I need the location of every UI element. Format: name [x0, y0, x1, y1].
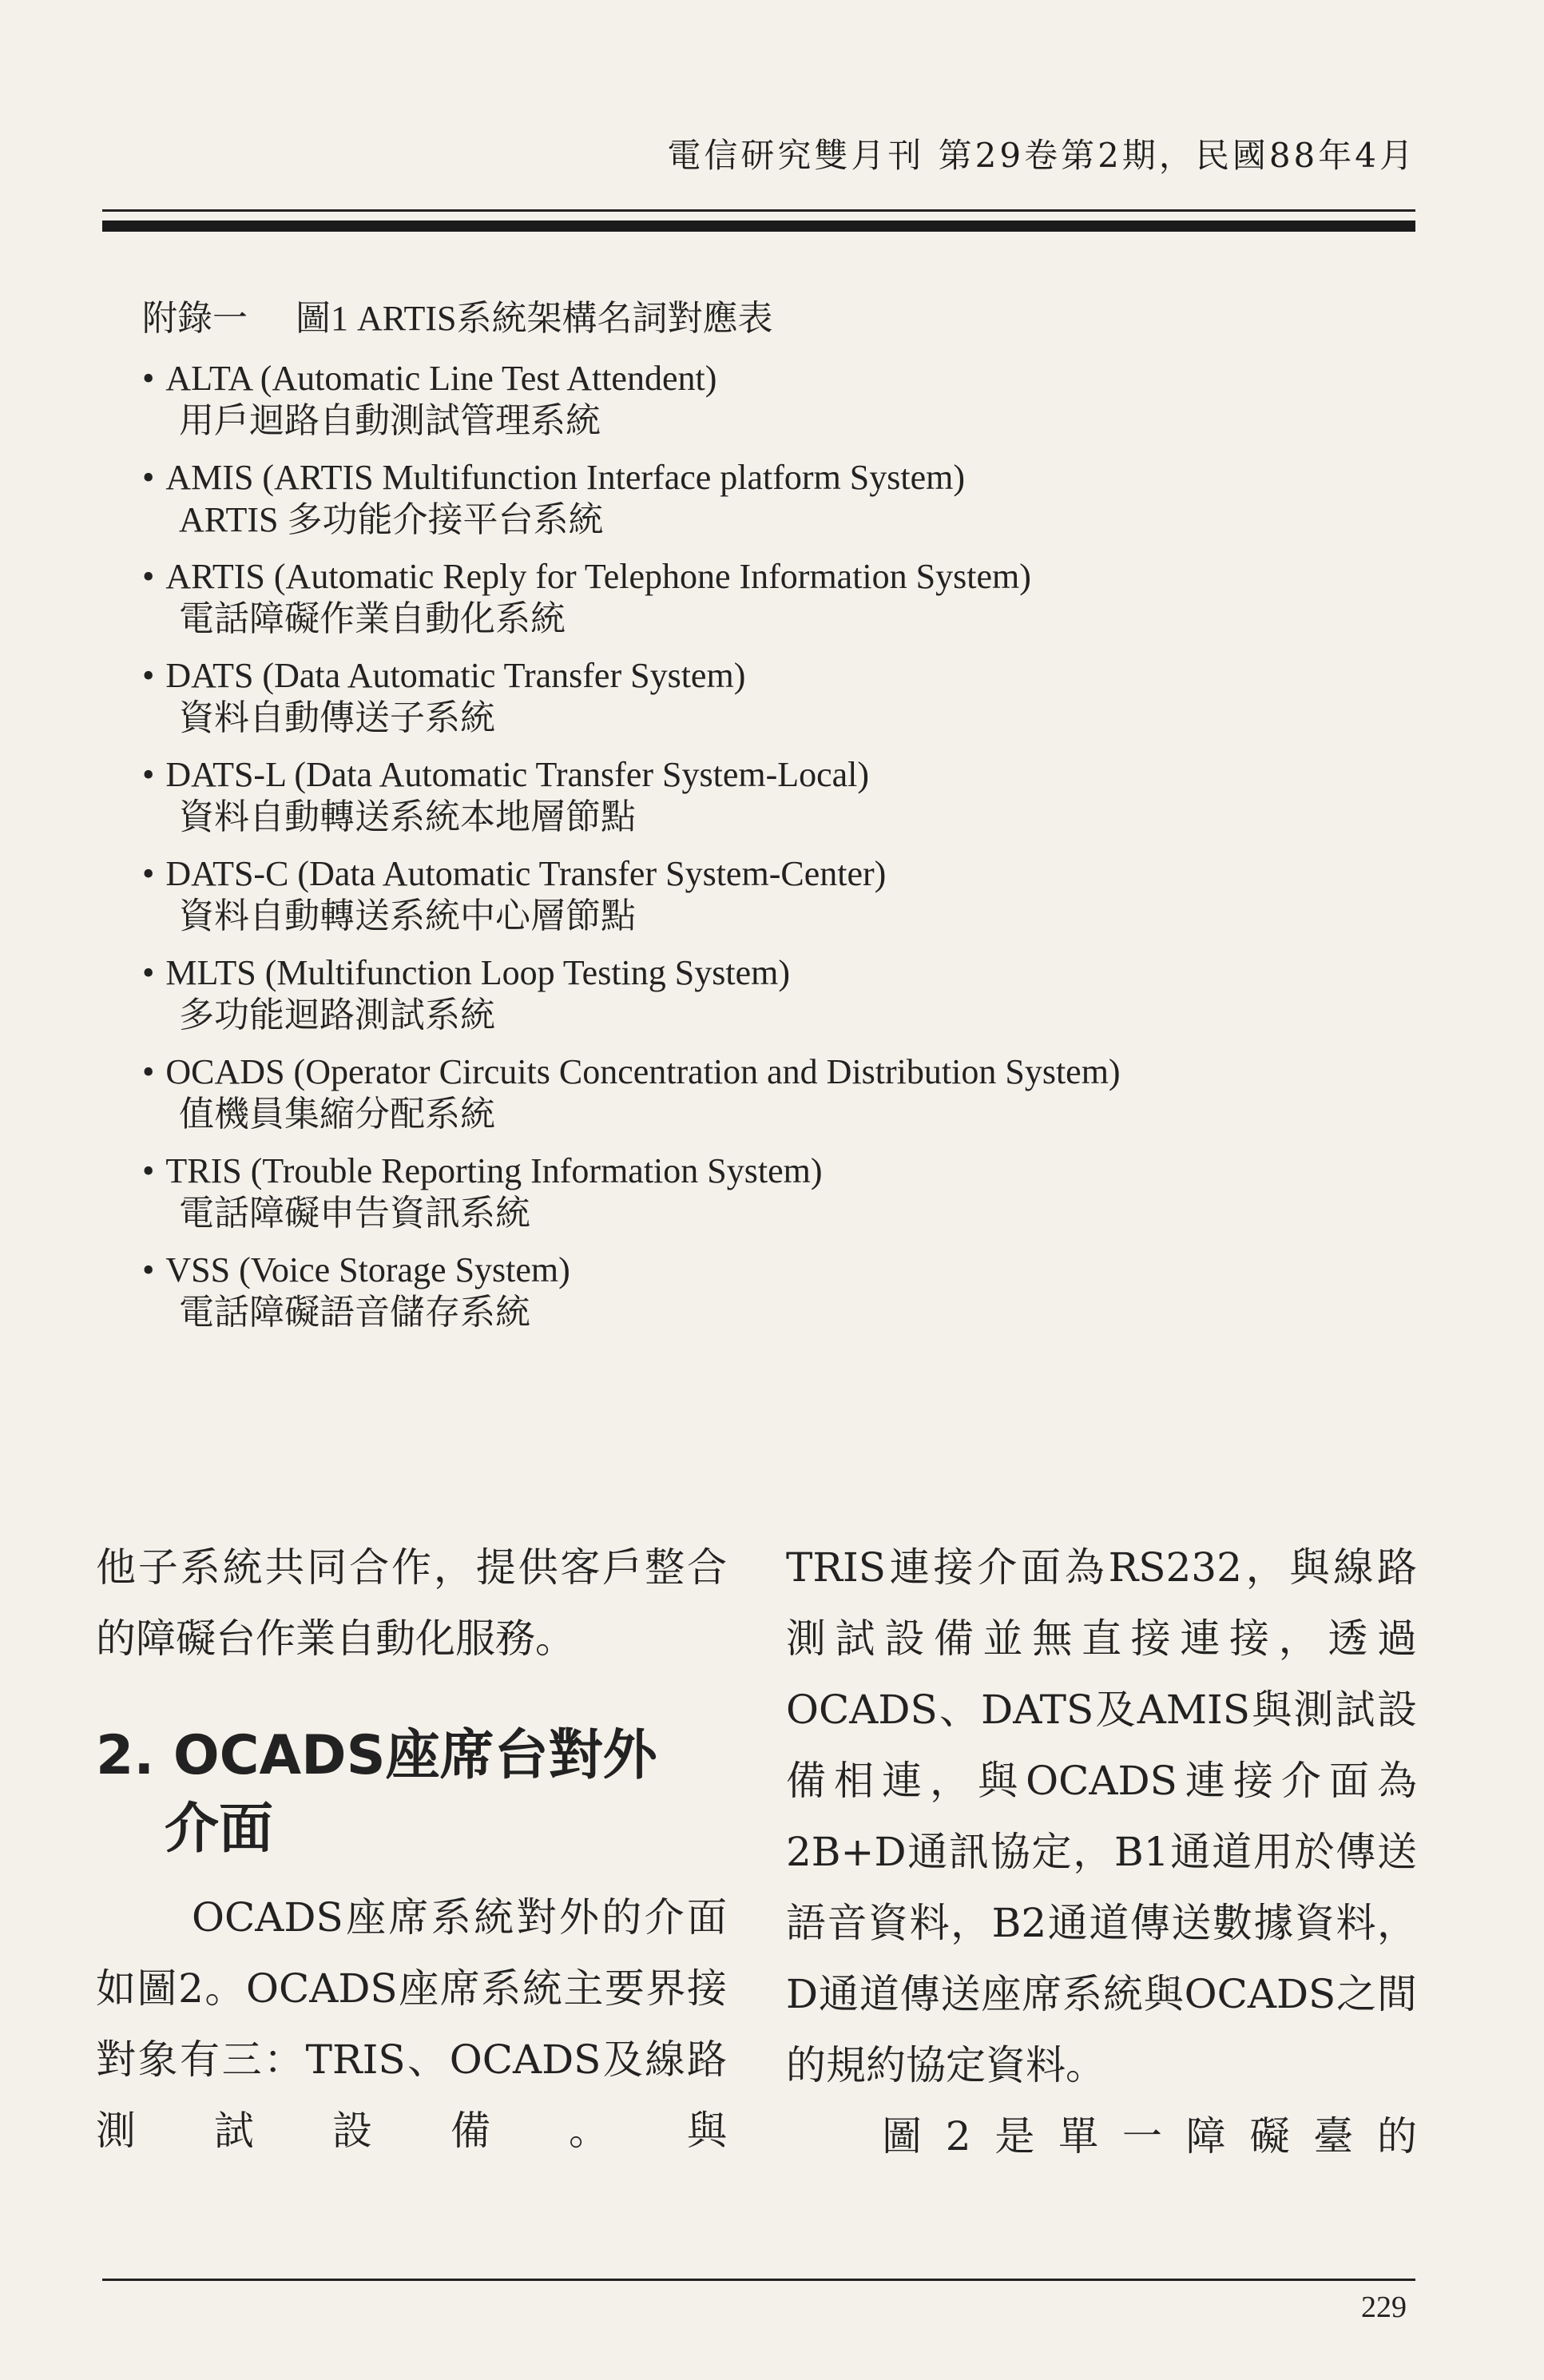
glossary-term-zh: 用戶迴路自動測試管理系統 [179, 401, 601, 440]
glossary-term-zh: 值機員集縮分配系統 [179, 1095, 495, 1134]
glossary-term-en: • VSS (Voice Storage System) [142, 1250, 1420, 1291]
page-number: 229 [1361, 2291, 1407, 2324]
appendix-label: 附錄一 [142, 299, 248, 338]
glossary-term-zh: 電話障礙語音儲存系統 [179, 1293, 530, 1332]
glossary-term-en: • OCADS (Operator Circuits Concentration and Distribution System) [142, 1051, 1420, 1093]
glossary-term-en: • AMIS (ARTIS Multifunction Interface platform System) [142, 457, 1420, 499]
glossary-term-zh: 電話障礙申告資訊系統 [179, 1194, 530, 1233]
glossary-entry [142, 1051, 1420, 1136]
section-heading [96, 1719, 727, 1866]
journal-header: 電信研究雙月刊 第29卷第2期，民國88年4月 [667, 136, 1416, 175]
section-heading-line-2: 介面 [165, 1798, 274, 1861]
appendix-title [142, 289, 1420, 340]
glossary-term-en: • ARTIS (Automatic Reply for Telephone Information System) [142, 556, 1420, 598]
glossary-term-en: • TRIS (Trouble Reporting Information System) [142, 1150, 1420, 1192]
glossary-term-zh: 資料自動轉送系統中心層節點 [179, 896, 636, 936]
glossary-term-zh: 電話障礙作業自動化系統 [179, 599, 566, 638]
glossary-term-en: • DATS-C (Data Automatic Transfer System-Center) [142, 853, 1420, 895]
header-rule-thin [102, 209, 1415, 212]
header-rule-thick [102, 221, 1415, 232]
glossary-term-en: • DATS-L (Data Automatic Transfer System-Local) [142, 754, 1420, 796]
glossary-term-en: • MLTS (Multifunction Loop Testing System) [142, 952, 1420, 994]
glossary-term-zh: 資料自動傳送子系統 [179, 698, 495, 737]
glossary-term-en: • DATS (Data Automatic Transfer System) [142, 655, 1420, 697]
right-paragraph-1: TRIS連接介面為RS232，與線路測試設備並無直接連接，透過OCADS、DATS及AMIS與測試設備相連，與OCADS連接介面為2B+D通訊協定，B1通道用於傳送語音資料，B2通道傳送數據資料，D通道傳送座席系統與OCADS之間的規約協定資料。 [786, 1544, 1417, 2088]
left-paragraph-1: 他子系統共同合作，提供客戶整合的障礙台作業自動化服務。 [96, 1544, 727, 1662]
glossary-entry [142, 358, 1420, 443]
appendix-glossary [142, 289, 1420, 1349]
right-column [786, 1532, 1417, 2172]
appendix-caption: 圖1 ARTIS系統架構名詞對應表 [296, 299, 773, 338]
glossary-entry [142, 952, 1420, 1037]
footer-rule [102, 2279, 1415, 2281]
glossary-entry [142, 754, 1420, 839]
left-column [96, 1532, 727, 2167]
glossary-term-zh: ARTIS 多功能介接平台系統 [179, 500, 604, 539]
glossary-list [142, 358, 1420, 1334]
section-heading-line-1: 2. OCADS座席台對外 [96, 1724, 657, 1787]
glossary-term-zh: 資料自動轉送系統本地層節點 [179, 797, 636, 836]
glossary-entry [142, 853, 1420, 938]
glossary-entry [142, 655, 1420, 740]
glossary-entry [142, 457, 1420, 542]
glossary-entry [142, 1250, 1420, 1334]
glossary-entry [142, 1150, 1420, 1235]
glossary-entry [142, 556, 1420, 641]
glossary-term-en: • ALTA (Automatic Line Test Attendent) [142, 358, 1420, 399]
right-paragraph-2: 圖2是單一障礙臺的 [882, 2113, 1417, 2159]
glossary-term-zh: 多功能迴路測試系統 [179, 995, 495, 1035]
left-paragraph-2: OCADS座席系統對外的介面如圖2。OCADS座席系統主要界接對象有三：TRIS、OCADS及線路測試設備。與 [96, 1894, 727, 2154]
